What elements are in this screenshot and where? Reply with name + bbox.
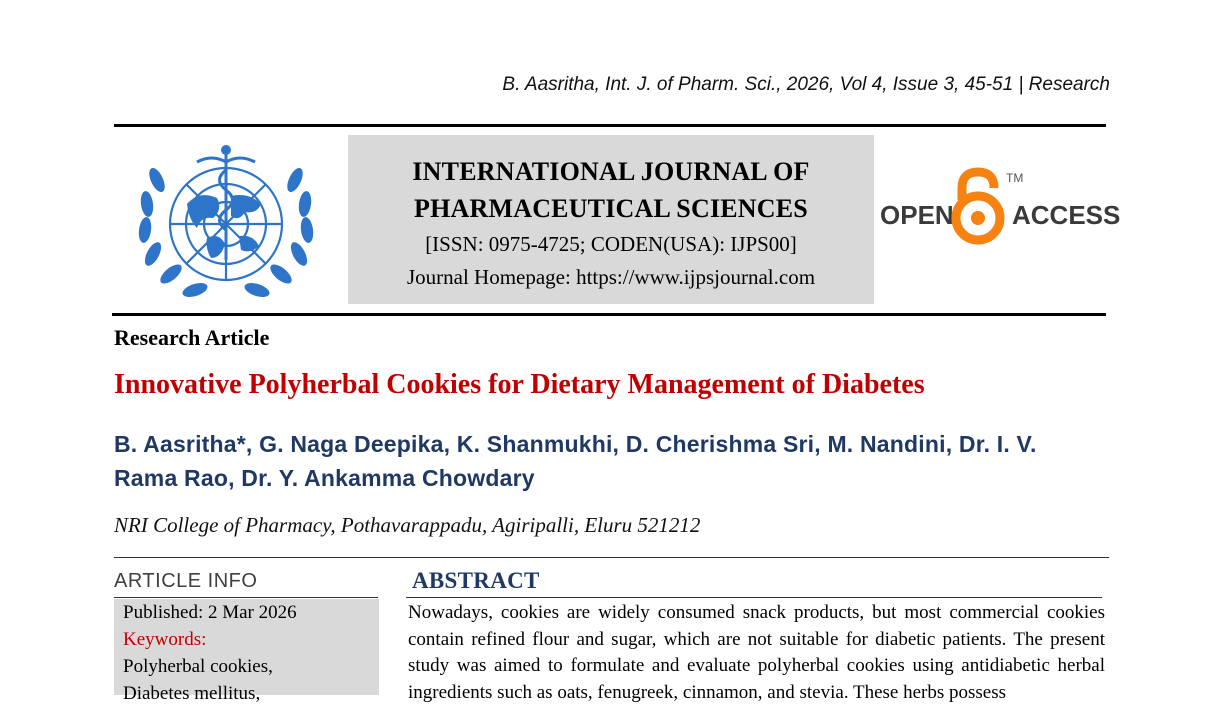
open-access-tm: TM [1006,171,1024,185]
keyword-item: Diabetes mellitus, [123,683,261,704]
keyword-item: Polyherbal cookies, [123,656,273,677]
published-date: Published: 2 Mar 2026 [123,602,297,623]
section-rule [114,557,1109,558]
journal-issn: [ISSN: 0975-4725; CODEN(USA): IJPS00] [425,232,797,256]
abstract-heading: ABSTRACT [412,568,540,593]
journal-logo-emblem [127,140,325,306]
middle-rule [112,313,1106,316]
citation-header: B. Aasritha, Int. J. of Pharm. Sci., 2026, Vol 4, Issue 3, 45-51 | Research [502,74,1110,95]
article-info-rule [114,597,378,598]
open-access-right-text: ACCESS [1012,200,1121,230]
article-info-box [114,599,379,704]
author-list: B. Aasritha*, G. Naga Deepika, K. Shanmukhi, D. Cherishma Sri, M. Nandini, Dr. I. V. Rama Rao, Dr. Y. Ankamma Chowdary [114,431,1037,491]
journal-title-line-2: PHARMACEUTICAL SCIENCES [414,194,808,223]
affiliation: NRI College of Pharmacy, Pothavarappadu, Agiripalli, Eluru 521212 [114,513,701,537]
open-access-left-text: OPEN [880,200,954,230]
top-rule [114,124,1106,127]
article-info-heading: ARTICLE INFO [114,570,258,592]
journal-homepage[interactable]: Journal Homepage: https://www.ijpsjournal.com [406,265,816,289]
abstract-text: Nowadays, cookies are widely consumed snack products, but most commercial cookies contain refined flour and sugar, which are not suitable for diabetic patients. The present study was aimed to formulate and evaluate polyherbal cookies using antidiabetic herbal ingredients such as oats, fenugreek, cinnamon, and stevia. These herbs possess [408,602,1105,703]
journal-title-line-1: INTERNATIONAL JOURNAL OF [412,157,810,186]
article-type: Research Article [114,325,270,350]
keywords-label: Keywords: [123,629,207,650]
abstract-rule [406,597,1102,598]
article-title: Innovative Polyherbal Cookies for Dietary Management of Diabetes [114,369,925,400]
journal-banner [348,135,874,304]
open-access-logo [878,160,1121,252]
